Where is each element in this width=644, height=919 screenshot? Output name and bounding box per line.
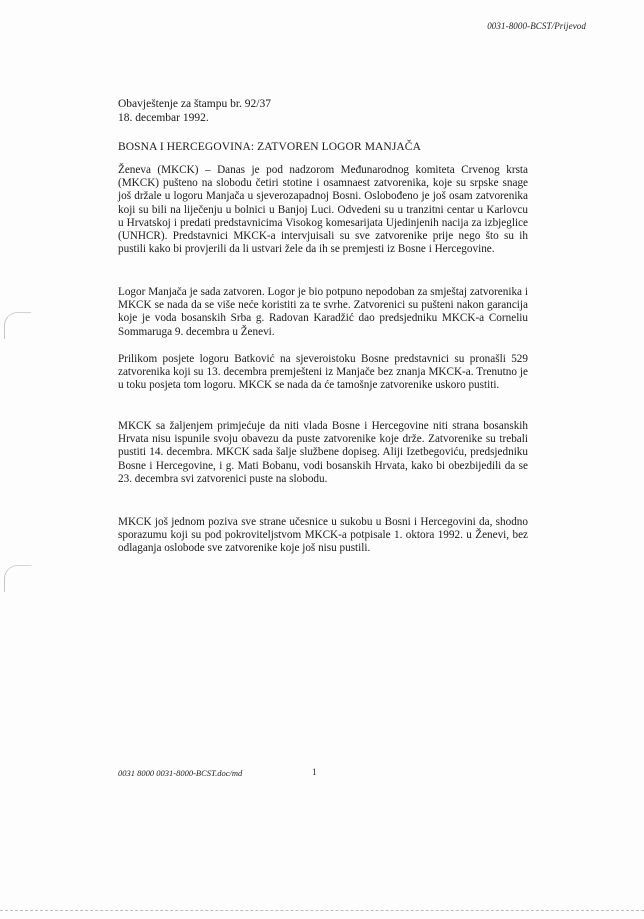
page-number: 1 (312, 767, 317, 777)
document-title: BOSNA I HERCEGOVINA: ZATVOREN LOGOR MANJAČA (118, 141, 421, 153)
perforation-edge (0, 910, 644, 911)
press-notice-date: 18. decembar 1992. (118, 112, 209, 124)
header-reference: 0031-8000-BCST/Prijevod (487, 21, 586, 31)
paragraph-1: Ženeva (MKCK) – Danas je pod nadzorom Međunarodnog komiteta Crvenog krsta (MKCK) pušteno na slobodu četiri stotine i osamnaest zatvorenika, koje su srpske snage još držale u logoru Manjača u sjeverozapadnoj Bosni. Oslobođeno je još osam zatvorenika koji su bili na liječenju u bolnici u Banjoj Luci. Odvedeni su u tranzitni centar u Karlovcu u Hrvatskoj i predati predstavnicima Visokog komesarijata Ujedinjenih nacija za izbjeglice (UNHCR). Predstavnici MKCK-a intervjuisali su sve zatvorenike prije nego što su ih pustili kako bi provjerili da li ustvari žele da ih se premjesti iz Bosne i Hercegovine. (118, 164, 528, 256)
paragraph-2: Logor Manjača je sada zatvoren. Logor je bio potpuno nepodoban za smještaj zatvorenika i MKCK se nada da se više neće koristiti za te svrhe. Zatvorenici su pušteni nakon garancija koje je voda bosanskih Srba g. Radovan Karadžić dao predsjedniku MKCK-a Corneliu Sommaruga 9. decembra u Ženevi. (118, 286, 528, 338)
paragraph-4: MKCK sa žaljenjem primjećuje da niti vlada Bosne i Hercegovine niti strana bosanskih Hrvata nisu ispunile svoju obavezu da puste zatvorenike koje drže. Zatvorenike su trebali pustiti 14. decembra. MKCK sada šalje službene dopiseg. Aliji Izetbegoviću, predsjedniku Bosne i Hercegovine, i g. Mati Bobanu, vodi bosanskih Hrvata, kako bi obezbijedili da se 23. decembra svi zatvorenici puste na slobodu. (118, 420, 528, 485)
press-notice-number: Obavještenje za štampu br. 92/37 (118, 98, 271, 110)
footer-reference: 0031 8000 0031-8000-BCST.doc/md (118, 768, 243, 778)
paragraph-5: MKCK još jednom poziva sve strane učesnice u sukobu u Bosni i Hercegovini da, shodno sporazumu koji su pod pokroviteljstvom MKCK-a potpisale 1. oktora 1992. u Ženevi, bez odlaganja oslobode sve zatvorenike koje još nisu pustili. (118, 516, 528, 555)
paragraph-3: Prilikom posjete logoru Batković na sjeveroistoku Bosne predstavnici su pronašli 529 zatvorenika koji su 13. decembra premješteni iz Manjače bez znanja MKCK-a. Trenutno je u toku posjeta tom logoru. MKCK se nada da će tamošnje zatvorenike uskoro pustiti. (118, 353, 528, 392)
punch-hole-mark (4, 565, 31, 592)
press-notice-block (118, 97, 271, 125)
punch-hole-mark (4, 312, 31, 339)
